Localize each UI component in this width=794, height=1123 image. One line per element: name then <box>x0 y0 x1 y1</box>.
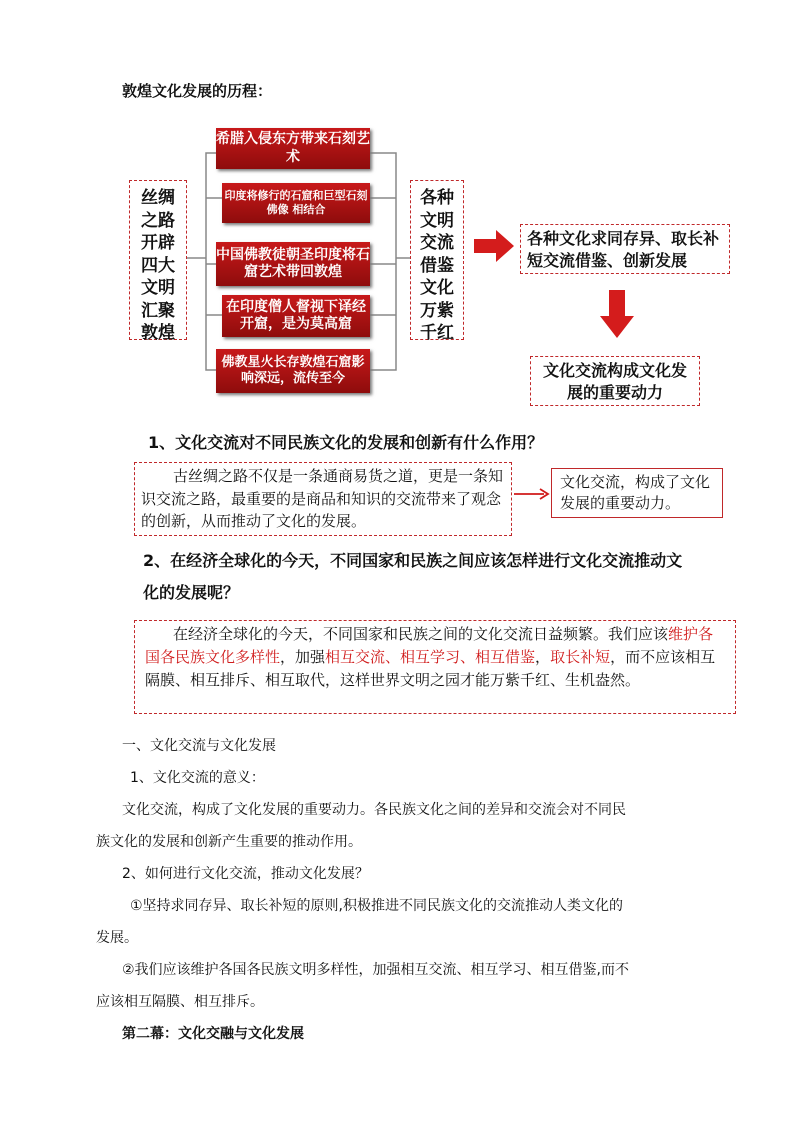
right-label: 各种文明交流借鉴文化万紫千红 <box>420 188 454 343</box>
down-arrow-icon <box>600 290 634 338</box>
p1-line2: 族文化的发展和创新产生重要的推动作用。 <box>96 834 362 850</box>
result-box-1 <box>520 224 730 274</box>
step-2: 印度将修行的石窟和巨型石刻佛像 相结合 <box>222 183 370 223</box>
q1-conclusion: 文化交流，构成了文化发展的重要动力。 <box>560 473 711 512</box>
step-3: 中国佛教徒朝圣印度将石窟艺术带回敦煌 <box>216 242 370 286</box>
q2-part-3: 相互交流、相互学习、相互借鉴 <box>325 648 536 666</box>
right-label-box <box>410 180 464 343</box>
p2-line1: ①坚持求同存异、取长补短的原则,积极推进不同民族文化的交流推动人类文化的 <box>130 898 623 914</box>
result-box-2 <box>530 356 700 406</box>
q2-answer <box>145 623 725 692</box>
p2-line2: 发展。 <box>96 930 138 946</box>
section-heading: 一、文化交流与文化发展 <box>122 738 276 754</box>
p3-line1: ②我们应该维护各国各民族文明多样性，加强相互交流、相互学习、相互借鉴,而不 <box>122 962 629 978</box>
q2-part-4: ， <box>535 648 551 666</box>
q2-answer-box <box>134 620 736 714</box>
act2-heading: 第二幕：文化交融与文化发展 <box>122 1026 304 1042</box>
q2-question-line2: 化的发展呢？ <box>143 583 240 602</box>
q2-part-5: 取长补短 <box>550 648 611 666</box>
step-5: 佛教星火长存敦煌石窟影响深远，流传至今 <box>216 349 370 393</box>
q1-answer-box <box>134 462 512 536</box>
section-sub2: 2、如何进行文化交流，推动文化发展？ <box>122 866 369 882</box>
q1-question: 1、文化交流对不同民族文化的发展和创新有什么作用？ <box>148 433 544 452</box>
result-1: 各种文化求同存异、取长补短交流借鉴、创新发展 <box>527 229 720 270</box>
result-2: 文化交流构成文化发展的重要动力 <box>542 361 687 402</box>
left-label: 丝绸之路开辟四大文明汇聚敦煌 <box>141 188 175 343</box>
q2-question-line1: 2、在经济全球化的今天，不同国家和民族之间应该怎样进行文化交流推动文 <box>143 551 683 570</box>
q1-answer: 古丝绸之路不仅是一条通商易货之道，更是一条知识交流之路，最重要的是商品和知识的交流带来了观念的创新，从而推动了文化的发展。 <box>141 467 504 530</box>
step-4: 在印度僧人督视下译经开窟，是为莫高窟 <box>222 295 370 337</box>
q2-part-1: 维护各国各民族文化多样性 <box>145 625 714 666</box>
step-1: 希腊入侵东方带来石刻艺术 <box>216 128 370 169</box>
q1-arrow-icon <box>512 486 552 502</box>
q1-conclusion-box <box>551 468 723 518</box>
right-arrow-icon <box>474 230 514 262</box>
q2-part-6: ，而不应该相互隔膜、相互排斥、相互取代，这样世界文明之园才能万紫千红、生机盎然。 <box>145 648 716 689</box>
q2-part-2: ，加强 <box>280 648 326 666</box>
diagram-title: 敦煌文化发展的历程： <box>122 82 273 100</box>
left-label-box <box>129 180 187 343</box>
p1-line1: 文化交流，构成了文化发展的重要动力。各民族文化之间的差异和交流会对不同民 <box>122 802 626 818</box>
section-sub1: 1、文化交流的意义： <box>130 770 265 786</box>
q2-part-0: 在经济全球化的今天，不同国家和民族之间的文化交流日益频繁。我们应该 <box>173 625 669 643</box>
p3-line2: 应该相互隔膜、相互排斥。 <box>96 994 264 1010</box>
